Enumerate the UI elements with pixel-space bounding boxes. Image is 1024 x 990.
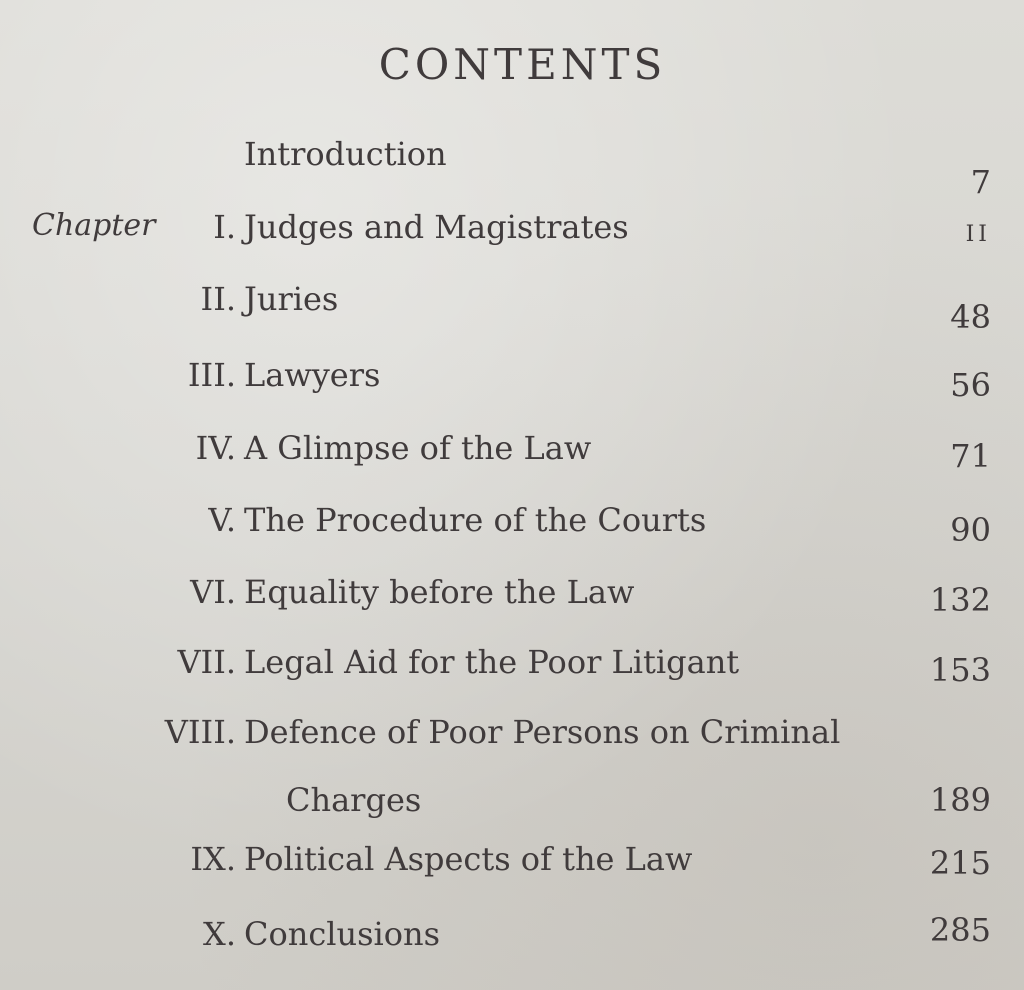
- toc-entry-chapter-1: [0, 208, 1024, 268]
- chapter-number: I.: [213, 208, 236, 246]
- toc-entry-chapter-5: [0, 501, 1024, 561]
- chapter-number: VI.: [190, 573, 236, 611]
- entry-title: Introduction: [244, 135, 447, 173]
- toc-entry-chapter-2: [0, 280, 1024, 340]
- entry-title-continuation: Charges: [286, 781, 422, 819]
- entry-title: Political Aspects of the Law: [244, 840, 693, 878]
- chapter-number: III.: [187, 356, 236, 394]
- entry-title: Defence of Poor Persons on Criminal: [244, 713, 841, 751]
- toc-entry-chapter-9: [0, 840, 1024, 900]
- chapter-number: IX.: [190, 840, 236, 878]
- chapter-label: Chapter: [32, 208, 156, 243]
- entry-page-number: 48: [950, 298, 991, 336]
- chapter-number: V.: [208, 501, 236, 539]
- entry-page-number: 56: [950, 366, 991, 404]
- entry-title: The Procedure of the Courts: [244, 501, 707, 539]
- entry-title: Juries: [244, 280, 339, 318]
- entry-page-number: 285: [929, 911, 991, 949]
- entry-page-number: 90: [950, 511, 991, 549]
- entry-page-number: 7: [970, 163, 991, 201]
- entry-page-number: 215: [929, 844, 991, 882]
- chapter-number: VII.: [177, 643, 236, 681]
- toc-entry-chapter-4: [0, 429, 1024, 489]
- entry-page-number: II: [965, 222, 991, 247]
- entry-title: Lawyers: [244, 356, 381, 394]
- chapter-number: IV.: [195, 429, 236, 467]
- entry-title: Judges and Magistrates: [244, 208, 629, 246]
- entry-title: Equality before the Law: [244, 573, 635, 611]
- entry-title: Legal Aid for the Poor Litigant: [244, 643, 740, 681]
- entry-page-number: 132: [929, 581, 991, 619]
- entry-title: A Glimpse of the Law: [244, 429, 592, 467]
- toc-entry-chapter-3: [0, 356, 1024, 416]
- entry-page-number: 189: [929, 781, 991, 819]
- entry-title: Conclusions: [244, 915, 441, 953]
- toc-entry-introduction: [0, 135, 1024, 201]
- entry-page-number: 71: [950, 437, 991, 475]
- contents-heading: CONTENTS: [378, 40, 667, 89]
- toc-entry-chapter-8: [0, 713, 1024, 833]
- toc-entry-chapter-10: [0, 911, 1024, 975]
- toc-entry-chapter-6: [0, 573, 1024, 633]
- entry-page-number: 153: [929, 651, 991, 689]
- chapter-number: VIII.: [164, 713, 236, 751]
- toc-entry-chapter-7: [0, 643, 1024, 703]
- chapter-number: X.: [203, 915, 236, 953]
- chapter-number: II.: [200, 280, 236, 318]
